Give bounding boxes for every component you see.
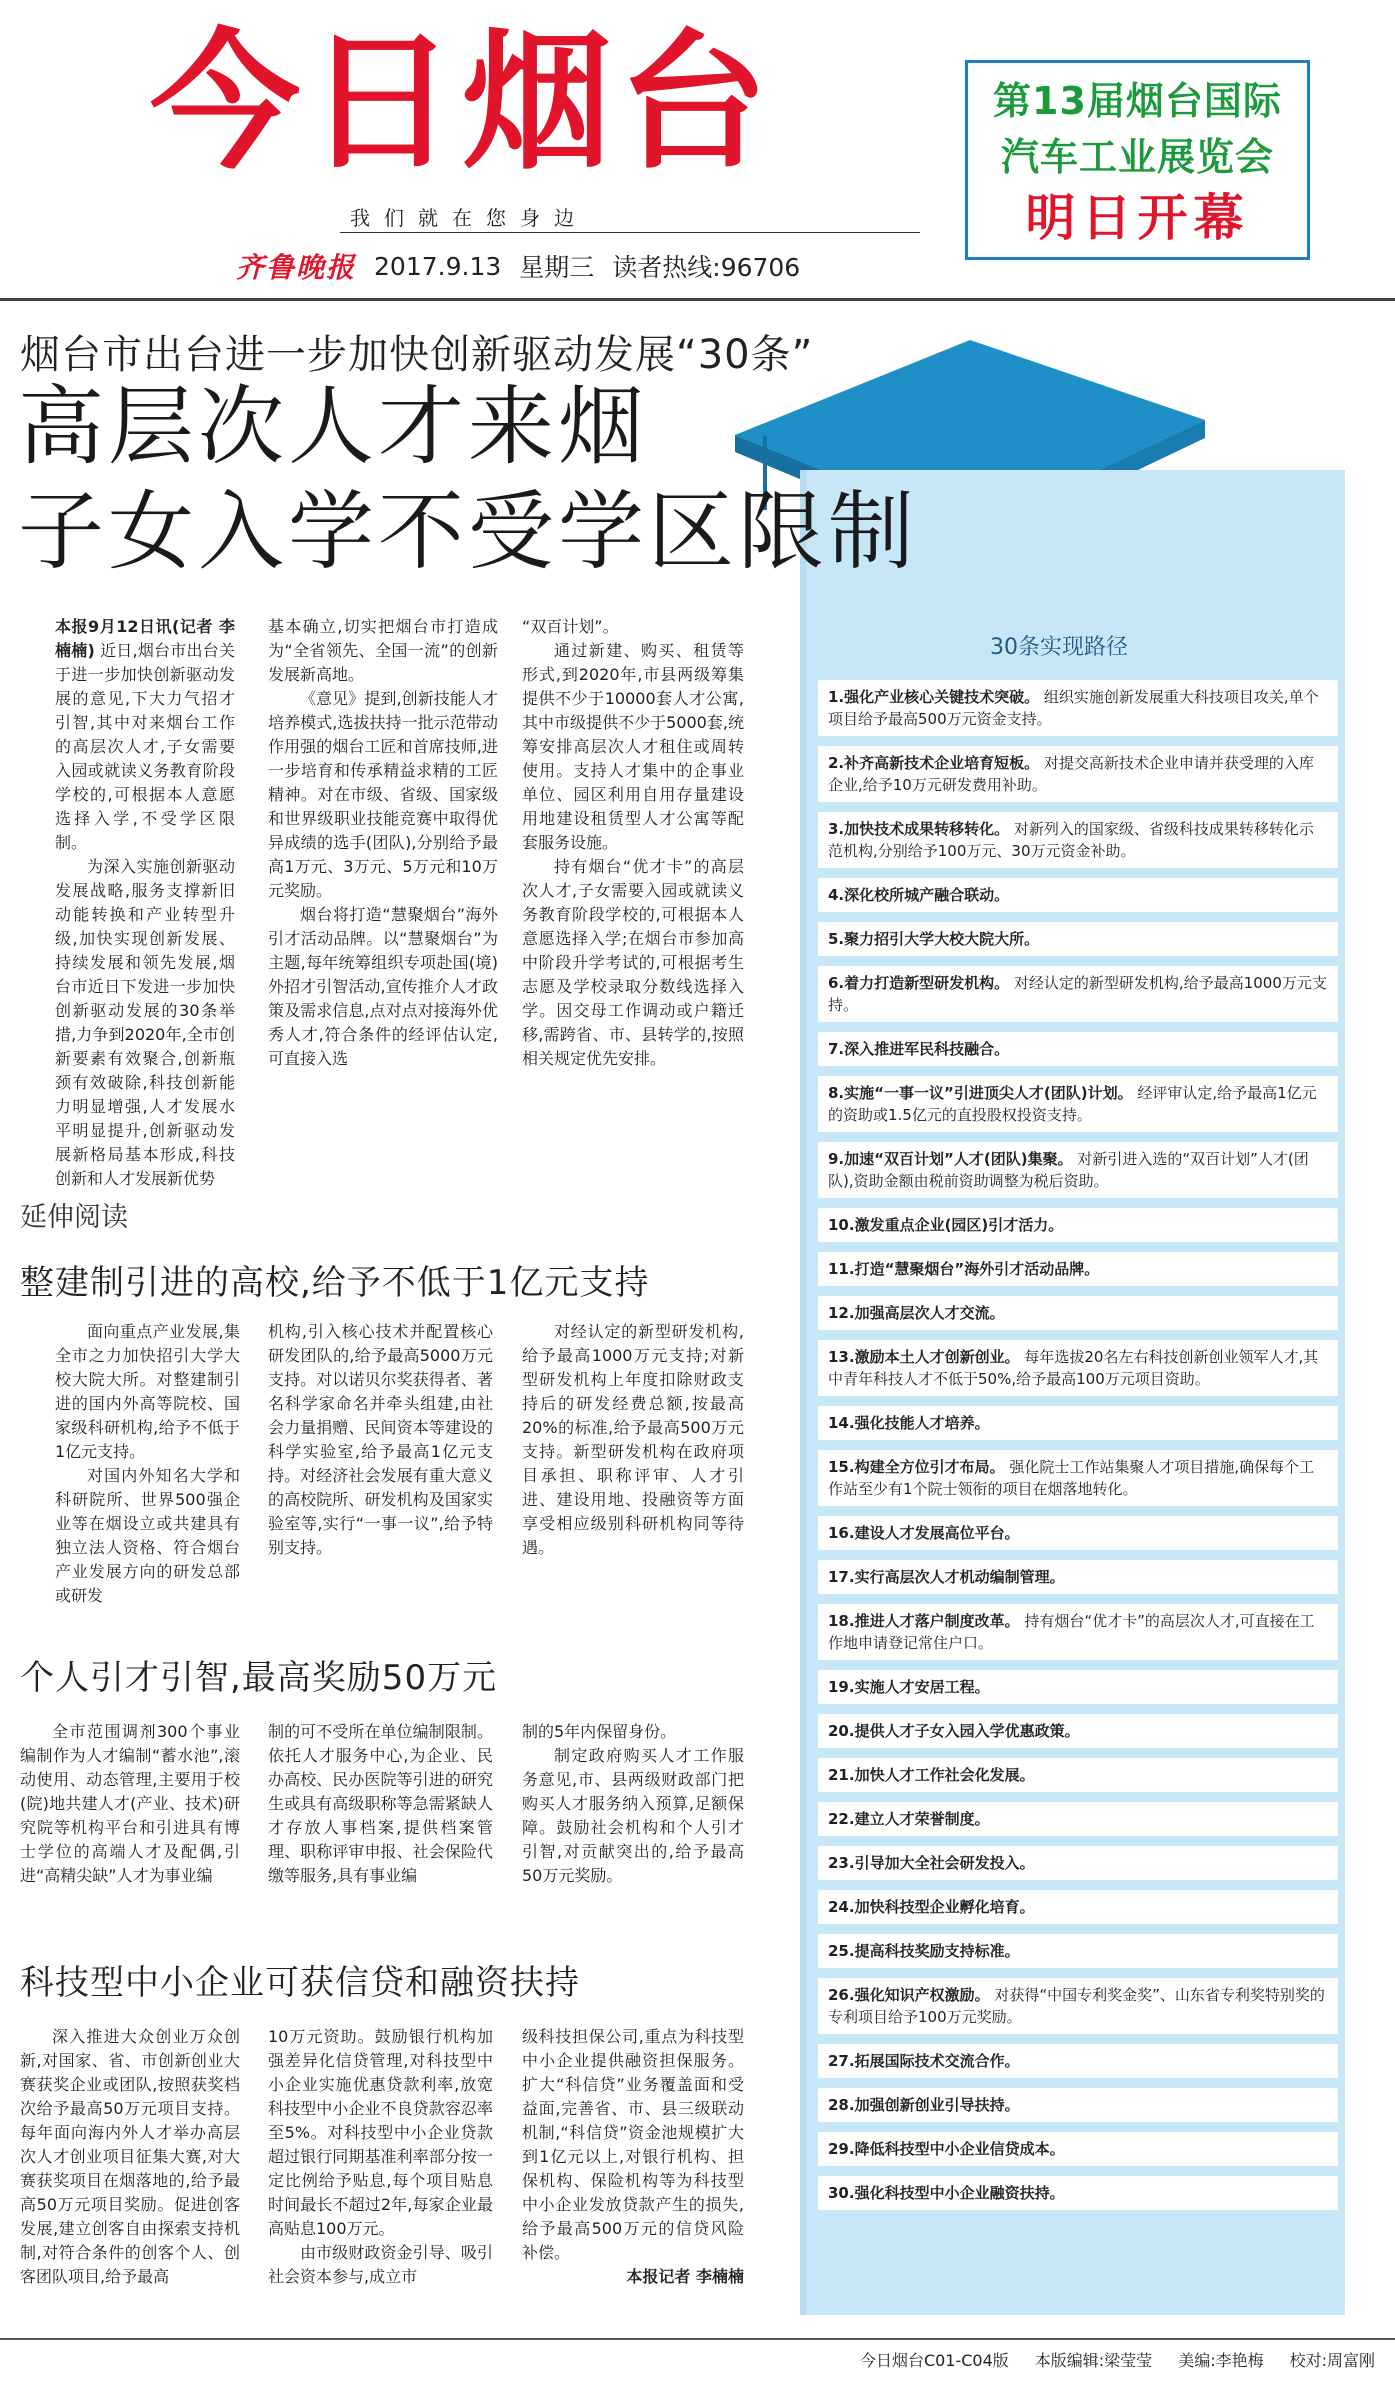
article-column-1 bbox=[55, 615, 235, 1191]
policy-item bbox=[818, 2044, 1338, 2078]
article-byline: 本报9月12日讯(记者 李楠楠) bbox=[55, 617, 235, 660]
policy-item-desc: 组织实施创新发展重大科技项目攻关,单个项目给予最高500万元资金支持。 bbox=[828, 688, 1319, 728]
footer-proof: 校对:周富刚 bbox=[1289, 2351, 1375, 2370]
policy-item-desc: 对获得“中国专利奖金奖”、山东省专利奖特别奖的专利项目给予100万元奖励。 bbox=[828, 1986, 1325, 2026]
section-title-2: 个人引才引智,最高奖励50万元 bbox=[20, 1658, 498, 1698]
paragraph: “双百计划”。 bbox=[522, 617, 619, 636]
policy-item-title: 30.强化科技型中小企业融资扶持。 bbox=[828, 2184, 1065, 2202]
policy-item bbox=[818, 1560, 1338, 1594]
section1-column-1 bbox=[55, 1320, 240, 1608]
section3-column-1 bbox=[20, 2025, 240, 2289]
policy-item-title: 11.打造“慧聚烟台”海外引才活动品牌。 bbox=[828, 1260, 1100, 1278]
policy-item bbox=[818, 1758, 1338, 1792]
paragraph: 深入推进大众创业万众创新,对国家、省、市创新创业大赛获奖企业或团队,按照获奖档次给予最高50万元项目支持。每年面向海内外人才举办高层次人才创业项目征集大赛,对大赛获奖项目在烟落地的,给予最高50万元项目奖励。促进创客发展,建立创客自由探索支持机制,对符合条件的创客个人、创客团队项目,给予最高 bbox=[20, 2027, 240, 2286]
promo-box bbox=[965, 60, 1310, 260]
paragraph: 面向重点产业发展,集全市之力加快招引大学大校大院大所。对整建制引进的国内外高等院校、国家级科研机构,给予不低于1亿元支持。 bbox=[55, 1322, 240, 1461]
policy-item bbox=[818, 1208, 1338, 1242]
section2-column-2 bbox=[268, 1720, 493, 1888]
issue-weekday: 星期三 bbox=[519, 253, 595, 282]
header-rule bbox=[0, 298, 1395, 301]
promo-line3: 明日开幕 bbox=[1025, 189, 1250, 247]
policy-item bbox=[818, 1252, 1338, 1286]
paragraph: 级科技担保公司,重点为科技型中小企业提供融资担保服务。扩大“科信贷”业务覆盖面和受益面,完善省、市、县三级联动机制,“科信贷”资金池规模扩大到1亿元以上,对银行机构、担保机构、保险机构等为科技型中小企业发放贷款产生的损失,给予最高500万元的信贷风险补偿。 bbox=[522, 2027, 744, 2262]
policy-item bbox=[818, 1604, 1338, 1660]
paragraph: 对经认定的新型研发机构,给予最高1000万元支持;对新型研发机构上年度扣除财政支持后的研发经费总额,按最高20%的标准,给予最高500万元支持。新型研发机构在政府项目承担、职称评审、人才引进、建设用地、投融资等方面享受相应级别科研机构同等待遇。 bbox=[522, 1322, 744, 1557]
policy-item bbox=[818, 1714, 1338, 1748]
policy-item-title: 24.加快科技型企业孵化培育。 bbox=[828, 1898, 1035, 1916]
policy-item-title: 12.加强高层次人才交流。 bbox=[828, 1304, 1005, 1322]
article-headline bbox=[18, 375, 918, 585]
section1-column-3 bbox=[522, 1320, 744, 1560]
masthead-slogan: 我们就在您身边 bbox=[350, 206, 588, 230]
policy-item-title: 17.实行高层次人才机动编制管理。 bbox=[828, 1568, 1065, 1586]
policy-item bbox=[818, 1802, 1338, 1836]
policy-item bbox=[818, 966, 1338, 1022]
masthead-divider bbox=[340, 232, 920, 233]
headline-line1: 高层次人才来烟 bbox=[18, 377, 648, 477]
sidebar-label: 30条实现路径 bbox=[990, 635, 1128, 660]
paragraph: 10万元资助。鼓励银行机构加强差异化信贷管理,对科技型中小企业实施优惠贷款利率,放宽科技型中小企业不良贷款容忍率至5%。对科技型中小企业贷款超过银行同期基准利率部分按一定比例给予贴息,每个项目贴息时间最长不超过2年,每家企业最高贴息100万元。 bbox=[268, 2027, 493, 2238]
policy-item bbox=[818, 812, 1338, 868]
section3-column-3 bbox=[522, 2025, 744, 2289]
policy-item-desc: 强化院士工作站集聚人才项目措施,确保每个工作站至少有1个院士领衔的项目在烟落地转化。 bbox=[828, 1458, 1315, 1498]
policy-item-title: 18.推进人才落户制度改革。 bbox=[828, 1612, 1020, 1630]
policy-item-title: 7.深入推进军民科技融合。 bbox=[828, 1040, 1010, 1058]
extended-reading-tag: 延伸阅读 bbox=[20, 1202, 128, 1233]
policy-item bbox=[818, 878, 1338, 912]
paragraph: 全市范围调剂300个事业编制作为人才编制“蓄水池”,滚动使用、动态管理,主要用于校(院)地共建人才(产业、技术)研究院等机构平台和引进具有博士学位的高端人才及配偶,引进“高精尖缺”人才为事业编 bbox=[20, 1722, 240, 1885]
policy-item-title: 9.加速“双百计划”人才(团队)集聚。 bbox=[828, 1150, 1073, 1168]
headline-line2: 子女入学不受学区限制 bbox=[18, 482, 918, 582]
policy-item bbox=[818, 1890, 1338, 1924]
footer-art: 美编:李艳梅 bbox=[1178, 2351, 1264, 2370]
policy-item bbox=[818, 1406, 1338, 1440]
policy-item bbox=[818, 1142, 1338, 1198]
policy-item bbox=[818, 1032, 1338, 1066]
issue-date: 2017.9.13 bbox=[374, 251, 502, 281]
policy-item bbox=[818, 2132, 1338, 2166]
paragraph: 机构,引入核心技术并配置核心研发团队的,给予最高5000万元支持。对以诺贝尔奖获得者、著名科学家命名并牵头组建,由社会力量捐赠、民间资本等建设的科学实验室,给予最高1亿元支持。对经济社会发展有重大意义的高校院所、研发机构及国家实验室等,实行“一事一议”,给予特别支持。 bbox=[268, 1322, 493, 1557]
policy-item-title: 25.提高科技奖励支持标准。 bbox=[828, 1942, 1020, 1960]
policy-item-title: 16.建设人才发展高位平台。 bbox=[828, 1524, 1020, 1542]
paragraph: 持有烟台“优才卡”的高层次人才,子女需要入园或就读义务教育阶段学校的,可根据本人意愿选择入学;在烟台市参加高中阶段升学考试的,可根据考生志愿及学校录取分数线选择入学。因交母工作调动或户籍迁移,需跨省、市、县转学的,按照相关规定优先安排。 bbox=[522, 857, 744, 1068]
footer-edition: 今日烟台C01-C04版 bbox=[859, 2351, 1009, 2370]
policy-item-title: 6.着力打造新型研发机构。 bbox=[828, 974, 1010, 992]
article-column-2 bbox=[268, 615, 498, 1071]
policy-item-title: 4.深化校所城产融合联动。 bbox=[828, 886, 1010, 904]
section1-column-2 bbox=[268, 1320, 493, 1560]
policy-item-title: 13.激励本土人才创新创业。 bbox=[828, 1348, 1020, 1366]
policy-item bbox=[818, 1450, 1338, 1506]
policy-item bbox=[818, 680, 1338, 736]
policy-item-title: 29.降低科技型中小企业信贷成本。 bbox=[828, 2140, 1065, 2158]
policy-item-title: 27.拓展国际技术交流合作。 bbox=[828, 2052, 1020, 2070]
policy-item-title: 8.实施“一事一议”引进顶尖人才(团队)计划。 bbox=[828, 1084, 1133, 1102]
policy-item-title: 20.提供人才子女入园入学优惠政策。 bbox=[828, 1722, 1080, 1740]
policy-item bbox=[818, 1296, 1338, 1330]
policy-item-title: 3.加快技术成果转移转化。 bbox=[828, 820, 1010, 838]
paragraph: 制的可不受所在单位编制限制。依托人才服务中心,为企业、民办高校、民办医院等引进的研究生或具有高级职称等急需紧缺人才存放人事档案,提供档案管理、职称评审申报、社会保险代缴等服务,具有事业编 bbox=[268, 1722, 493, 1885]
policy-item-desc: 对经认定的新型研发机构,给予最高1000万元支持。 bbox=[828, 974, 1327, 1014]
policy-item-title: 14.强化技能人才培养。 bbox=[828, 1414, 990, 1432]
paragraph: 对国内外知名大学和科研院所、世界500强企业等在烟设立或共建具有独立法人资格、符合烟台产业发展方向的研发总部或研发 bbox=[55, 1466, 240, 1605]
masthead bbox=[0, 0, 1395, 300]
section2-column-3 bbox=[522, 1720, 744, 1888]
policy-item-title: 19.实施人才安居工程。 bbox=[828, 1678, 990, 1696]
policy-item bbox=[818, 1340, 1338, 1396]
policy-item bbox=[818, 1978, 1338, 2034]
policy-item bbox=[818, 746, 1338, 802]
policy-item bbox=[818, 1516, 1338, 1550]
promo-line2: 汽车工业展览会 bbox=[1000, 135, 1274, 179]
page-footer bbox=[0, 2338, 1395, 2378]
policy-item bbox=[818, 1076, 1338, 1132]
policy-item-desc: 持有烟台“优才卡”的高层次人才,可直接在工作地申请登记常住户口。 bbox=[828, 1612, 1315, 1652]
paragraph: 制的5年内保留身份。 bbox=[522, 1722, 677, 1741]
paragraph: 烟台将打造“慧聚烟台”海外引才活动品牌。以“慧聚烟台”为主题,每年统筹组织专项赴国(境)外招才引智活动,宣传推介人才政策及需求信息,点对点对接海外优秀人才,符合条件的经评估认定,可直接入选 bbox=[268, 905, 498, 1068]
paragraph: 基本确立,切实把烟台市打造成为“全省领先、全国一流”的创新发展新高地。 bbox=[268, 617, 498, 684]
section-title-1: 整建制引进的高校,给予不低于1亿元支持 bbox=[20, 1263, 650, 1303]
policy-item-desc: 经评审认定,给予最高1亿元的资助或1.5亿元的直投股权投资支持。 bbox=[828, 1084, 1317, 1124]
footer-editor: 本版编辑:梁莹莹 bbox=[1034, 2351, 1153, 2370]
section-title-3: 科技型中小企业可获信贷和融资扶持 bbox=[20, 1963, 580, 2003]
policy-item-desc: 对提交高新技术企业申请并获受理的入库企业,给予10万元研发费用补助。 bbox=[828, 754, 1314, 794]
masthead-title: 今日烟台 bbox=[150, 16, 775, 190]
policy-item-title: 23.引导加大全社会研发投入。 bbox=[828, 1854, 1035, 1872]
paragraph: 通过新建、购买、租赁等形式,到2020年,市县两级筹集提供不少于10000套人才公寓,其中市级提供不少于5000套,统筹安排高层次人才租住或周转使用。支持人才集中的企事业单位、园区利用自用存量建设用地建设租赁型人才公寓等配套服务设施。 bbox=[522, 641, 744, 852]
policy-item-title: 5.聚力招引大学大校大院大所。 bbox=[828, 930, 1040, 948]
policy-item-desc: 对新引进入选的“双百计划”人才(团队),资助金额由税前资助调整为税后资助。 bbox=[828, 1150, 1309, 1190]
reporter-signature: 本报记者 李楠楠 bbox=[626, 2267, 744, 2286]
paragraph: 由市级财政资金引导、吸引社会资本参与,成立市 bbox=[268, 2243, 493, 2286]
policy-item-title: 22.建立人才荣誉制度。 bbox=[828, 1810, 990, 1828]
policy-item bbox=[818, 922, 1338, 956]
paragraph: 为深入实施创新驱动发展战略,服务支撑新旧动能转换和产业转型升级,加快实现创新发展、持续发展和领先发展,烟台市近日下发进一步加快创新驱动发展的30条举措,力争到2020年,全市创新要素有效聚合,创新瓶颈有效破除,科技创新能力明显增强,人才发展水平明显提升,创新驱动发展新格局基本形成,科技创新和人才发展新优势 bbox=[55, 857, 235, 1188]
policy-item bbox=[818, 1670, 1338, 1704]
newspaper-brand-logo: 齐鲁晚报 bbox=[236, 251, 357, 284]
policy-item-title: 1.强化产业核心关键技术突破。 bbox=[828, 688, 1040, 706]
paragraph: 《意见》提到,创新技能人才培养模式,选拔扶持一批示范带动作用强的烟台工匠和首席技师,进一步培育和传承精益求精的工匠精神。对在市级、省级、国家级和世界级职业技能竞赛中取得优异成绩的选手(团队),分别给予最高1万元、3万元、5万元和10万元奖励。 bbox=[268, 689, 498, 900]
paragraph: 制定政府购买人才工作服务意见,市、县两级财政部门把购买人才服务纳入预算,足额保障。鼓励社会机构和个人引才引智,对贡献突出的,给予最高50万元奖励。 bbox=[522, 1746, 744, 1885]
masthead-info bbox=[236, 246, 800, 286]
article-kicker: 烟台市出台进一步加快创新驱动发展“30条” bbox=[20, 332, 814, 378]
policy-item bbox=[818, 1846, 1338, 1880]
policy-item-desc: 对新列入的国家级、省级科技成果转移转化示范机构,分别给予100万元、30万元资金补助。 bbox=[828, 820, 1314, 860]
policy-item-title: 26.强化知识产权激励。 bbox=[828, 1986, 990, 2004]
policy-item bbox=[818, 1934, 1338, 1968]
policy-item bbox=[818, 2176, 1338, 2210]
policy-list bbox=[818, 680, 1338, 2220]
policy-item-title: 28.加强创新创业引导扶持。 bbox=[828, 2096, 1020, 2114]
promo-line1: 第13届烟台国际 bbox=[993, 79, 1282, 123]
section3-column-2 bbox=[268, 2025, 493, 2289]
policy-item-title: 10.激发重点企业(园区)引才活力。 bbox=[828, 1216, 1064, 1234]
article-column-3 bbox=[522, 615, 744, 1071]
section2-column-1 bbox=[20, 1720, 240, 1888]
reader-hotline: 读者热线:96706 bbox=[612, 253, 801, 282]
policy-item bbox=[818, 2088, 1338, 2122]
policy-item-title: 15.构建全方位引才布局。 bbox=[828, 1458, 1005, 1476]
policy-item-title: 2.补齐高新技术企业培育短板。 bbox=[828, 754, 1040, 772]
paragraph: 近日,烟台市出台关于进一步加快创新驱动发展的意见,下大力气招才引智,其中对来烟台工作的高层次人才,子女需要入园或就读义务教育阶段学校的,可根据本人意愿选择入学,不受学区限制。 bbox=[55, 641, 235, 852]
policy-item-desc: 每年选拔20名左右科技创新创业领军人才,其中青年科技人才不低于50%,给予最高100万元项目资助。 bbox=[828, 1348, 1319, 1388]
policy-item-title: 21.加快人才工作社会化发展。 bbox=[828, 1766, 1035, 1784]
